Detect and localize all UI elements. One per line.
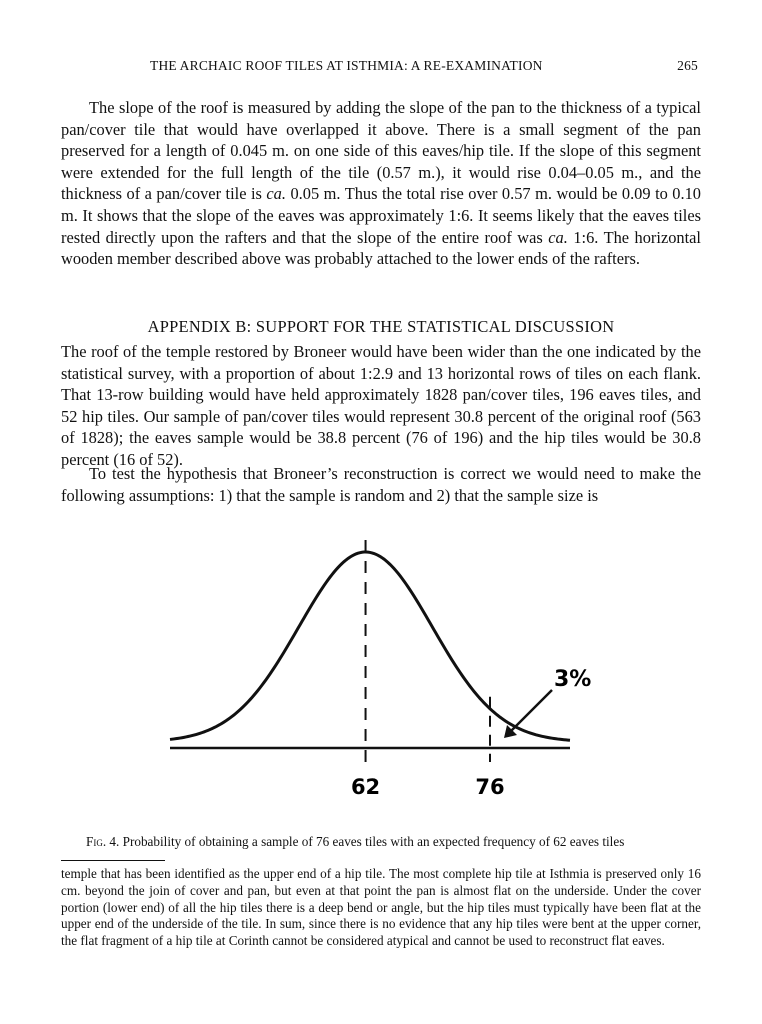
page-number: 265 [677, 58, 698, 73]
caption-label: Fig. 4. [86, 834, 120, 849]
slope-ca-1: ca. [266, 184, 286, 204]
x-tick-label-62: 62 [350, 775, 381, 799]
figure-caption [86, 834, 706, 850]
x-tick-label-76: 76 [475, 775, 505, 799]
paragraph-appendix-1: The roof of the temple restored by Broneer would have been wider than the one indicated by the statistical survey, with a proportion of about 1:2.9 and 13 horizontal rows of tiles on each flank. That 13-row building would have held approximately 1828 pan/cover tiles, 196 eaves tiles, and 52 hip tiles. Our sample of pan/cover tiles would represent 30.8 percent of the original roof (563 of 1828); the eaves sample would be 38.8 percent (76 of 196) and the hip tiles would be 30.8 percent (16 of 52). [61, 342, 701, 469]
slope-ca-2: ca. [548, 227, 568, 247]
annotation-arrow-line [510, 690, 552, 732]
bell-curve-series [170, 552, 570, 740]
slope-text-part-3: 1:6. The horizontal wooden member described above was probably attached to the lower ends of the rafters. [61, 227, 701, 269]
chart-svg [150, 530, 610, 830]
annotation-tail-percent: 3% [554, 667, 592, 692]
paragraph-roof-slope [61, 97, 701, 270]
footnote-text: temple that has been identified as the upper end of a hip tile. The most complete hip tile at Isthmia is preserved only 16 cm. beyond the join of cover and pan, but even at that point the pan is almost flat on the underside. Under the cover portion (lower end) of all the hip tiles there is a deep bend or angle, but the hip tiles must typically have been flat at the upper end of the underside of the tile. In sum, since there is no evidence that any hip tiles were bent at the upper corner, the flat fragment of a hip tile at Corinth cannot be considered atypical and cannot be used to reconstruct flat eaves. [61, 866, 701, 949]
slope-text-part-1: The slope of the roof is measured by adding the slope of the pan to the thickness of a typical pan/cover tile that would have overlapped it above. There is a small segment of the pan preserved for a length of 0.045 m. on one side of this eaves/hip tile. If the slope of this segment were extended for the full length of the tile (0.57 m.), it would rise 0.04–0.05 m., and the thickness of a pan/cover tile is [61, 98, 701, 204]
paragraph-appendix-2: To test the hypothesis that Broneer’s reconstruction is correct we would need to make the following assumptions: 1) that the sample is random and 2) that the sample size is [61, 464, 701, 505]
caption-text: Probability of obtaining a sample of 76 eaves tiles with an expected frequency of 62 eaves tiles [119, 834, 625, 849]
appendix-heading: APPENDIX B: SUPPORT FOR THE STATISTICAL DISCUSSION [147, 317, 615, 336]
slope-text-part-2: 0.05 m. Thus the total rise over 0.57 m. would be 0.09 to 0.10 m. It shows that the slope of the eaves was approximately 1:6. It seems likely that the eaves tiles rested directly upon the rafters and that the slope of the entire roof was [61, 184, 701, 247]
running-head-title: THE ARCHAIC ROOF TILES AT ISTHMIA: A RE-EXAMINATION [150, 58, 543, 73]
figure-normal-distribution [150, 530, 610, 830]
footnote-divider [61, 860, 165, 861]
